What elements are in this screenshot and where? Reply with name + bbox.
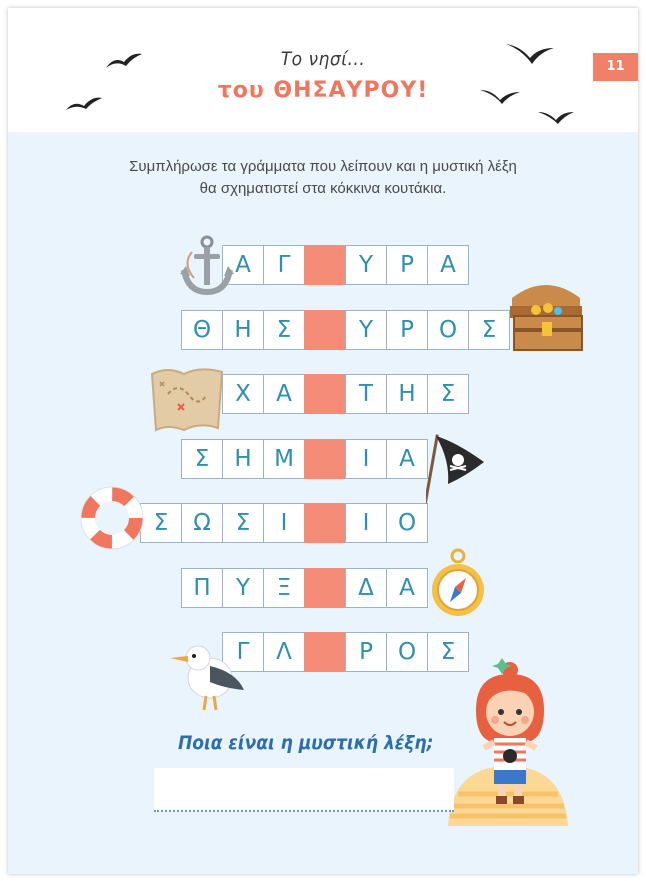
page-title-line2: του ΘΗΣΑΥΡΟΥ! (217, 78, 429, 103)
puzzle-row (223, 632, 469, 672)
letter-cell: Ρ (345, 632, 387, 672)
puzzle-row (141, 503, 428, 543)
answer-field[interactable] (154, 768, 454, 812)
letter-cell: Α (427, 245, 469, 285)
letter-cell: Ο (427, 310, 469, 350)
letter-cell: Υ (222, 568, 264, 608)
letter-cell: Υ (345, 245, 387, 285)
letter-cell: Ρ (386, 245, 428, 285)
secret-letter-cell[interactable] (304, 245, 346, 285)
puzzle-row (223, 245, 469, 285)
secret-letter-cell[interactable] (304, 310, 346, 350)
puzzle-row (182, 568, 428, 608)
gull-icon (166, 636, 246, 714)
compass-icon (428, 548, 490, 620)
anchor-icon (178, 234, 236, 298)
letter-cell: Α (386, 568, 428, 608)
letter-cell: Σ (181, 439, 223, 479)
letter-cell: Μ (263, 439, 305, 479)
letter-cell: Γ (263, 245, 305, 285)
letter-cell: Π (181, 568, 223, 608)
letter-cell: Σ (468, 310, 510, 350)
letter-cell: Σ (427, 632, 469, 672)
secret-letter-cell[interactable] (304, 503, 346, 543)
seagull-icon (536, 106, 576, 126)
letter-cell: Η (222, 310, 264, 350)
secret-letter-cell[interactable] (304, 439, 346, 479)
letter-cell: Σ (427, 374, 469, 414)
pirate-flag-icon (426, 432, 488, 504)
letter-cell: Υ (345, 310, 387, 350)
pirate-girl-icon (470, 656, 548, 808)
letter-cell: Ο (386, 632, 428, 672)
letter-cell: Σ (140, 503, 182, 543)
secret-letter-cell[interactable] (304, 568, 346, 608)
letter-cell: Σ (222, 503, 264, 543)
puzzle-row (182, 439, 428, 479)
puzzle-row (223, 374, 469, 414)
letter-cell: Α (386, 439, 428, 479)
letter-cell: Λ (263, 632, 305, 672)
treasure-chest-icon (506, 276, 586, 352)
letter-cell: Ω (181, 503, 223, 543)
letter-cell: Γ (222, 632, 264, 672)
page-title-line1: Το νησί... (280, 48, 366, 70)
lifebuoy-icon (80, 486, 144, 550)
letter-cell: Σ (263, 310, 305, 350)
secret-letter-cell[interactable] (304, 374, 346, 414)
treasure-map-icon (148, 364, 228, 436)
letter-cell: Ι (345, 503, 387, 543)
letter-cell: Χ (222, 374, 264, 414)
letter-cell: Α (263, 374, 305, 414)
letter-cell: Η (222, 439, 264, 479)
letter-cell: Ι (345, 439, 387, 479)
question-text: Ποια είναι η μυστική λέξη; (178, 732, 434, 754)
letter-cell: Ι (263, 503, 305, 543)
letter-cell: Ο (386, 503, 428, 543)
instructions (68, 156, 578, 200)
letter-cell: Α (222, 245, 264, 285)
letter-cell: Θ (181, 310, 223, 350)
letter-cell: Ξ (263, 568, 305, 608)
instructions-line1: Συμπλήρωσε τα γράμματα που λείπουν και η μυστική λέξη (129, 158, 517, 175)
letter-cell: Δ (345, 568, 387, 608)
letter-cell: Η (386, 374, 428, 414)
page-header (8, 8, 638, 132)
workbook-page (8, 8, 638, 874)
puzzle-row (182, 310, 510, 350)
secret-letter-cell[interactable] (304, 632, 346, 672)
page-number-badge: 11 (593, 53, 638, 81)
instructions-line2: θα σχηματιστεί στα κόκκινα κουτάκια. (199, 180, 447, 197)
letter-cell: Ρ (386, 310, 428, 350)
letter-cell: Τ (345, 374, 387, 414)
